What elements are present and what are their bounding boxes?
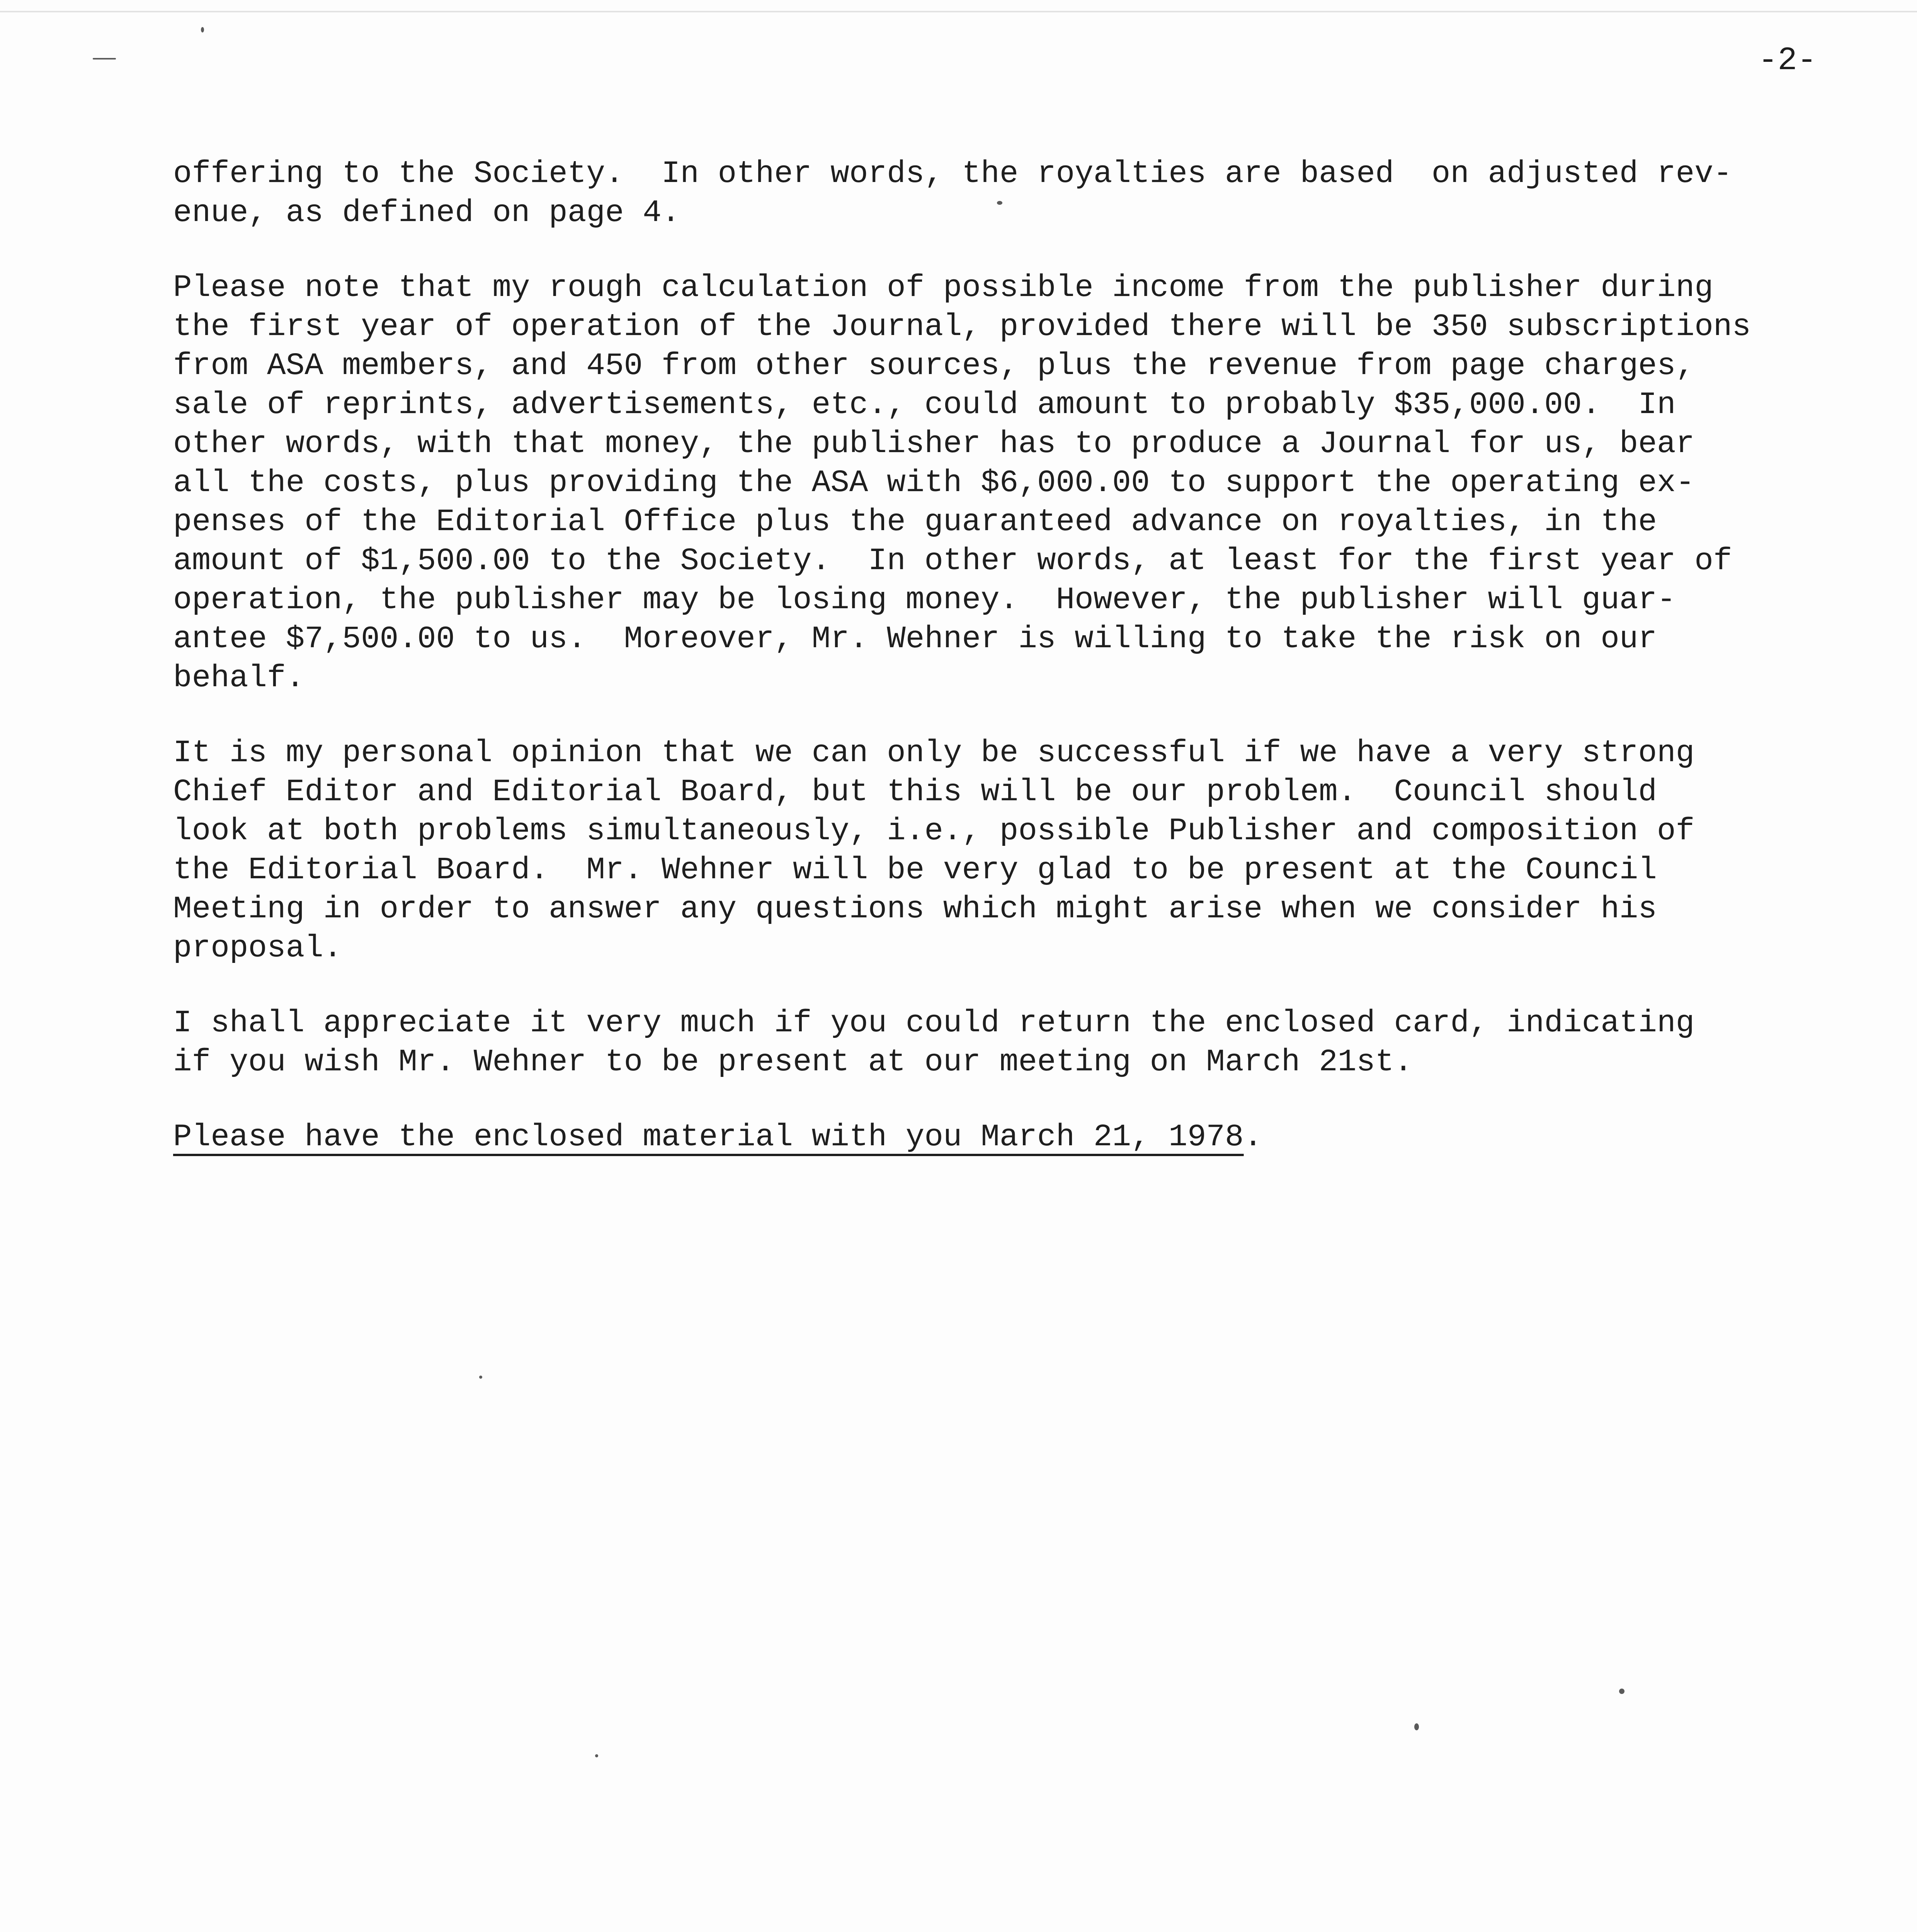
text-line: behalf.	[173, 661, 305, 696]
text-line: proposal.	[173, 931, 342, 966]
closing-note	[173, 1118, 1262, 1157]
text-line: from ASA members, and 450 from other sources, plus the revenue from page charges,	[173, 349, 1695, 384]
paragraph-royalties	[173, 155, 1808, 233]
text-line: look at both problems simultaneously, i.e., possible Publisher and composition of	[173, 814, 1695, 849]
text-line: offering to the Society. In other words, the royalties are based on adjusted rev-	[173, 156, 1732, 192]
text-line: other words, with that money, the publisher has to produce a Journal for us, bear	[173, 427, 1695, 462]
scan-speck	[1619, 1689, 1624, 1694]
text-line: amount of $1,500.00 to the Society. In other words, at least for the first year of	[173, 544, 1732, 579]
paragraph-return-card	[173, 1004, 1808, 1082]
text-line: Please note that my rough calculation of possible income from the publisher during	[173, 270, 1713, 306]
paragraph-editorial-board	[173, 734, 1808, 968]
scan-speck	[201, 27, 204, 32]
paragraph-income-calculation	[173, 269, 1808, 698]
text-line: penses of the Editorial Office plus the guaranteed advance on royalties, in the	[173, 505, 1657, 540]
text-line: I shall appreciate it very much if you could return the enclosed card, indicating	[173, 1006, 1695, 1041]
text-line: the Editorial Board. Mr. Wehner will be very glad to be present at the Council	[173, 853, 1657, 888]
closing-note-period: .	[1243, 1120, 1263, 1155]
text-line: Meeting in order to answer any questions which might arise when we consider his	[173, 892, 1657, 927]
text-line: enue, as defined on page 4.	[173, 196, 680, 231]
scan-speck	[1414, 1723, 1419, 1730]
scan-speck	[595, 1754, 598, 1757]
text-line: sale of reprints, advertisements, etc., could amount to probably $35,000.00. In	[173, 388, 1676, 423]
text-line: antee $7,500.00 to us. Moreover, Mr. Wehner is willing to take the risk on our	[173, 622, 1657, 657]
letter-body	[173, 155, 1808, 1157]
scan-speck	[479, 1376, 482, 1379]
text-line: the first year of operation of the Journal, provided there will be 350 subscriptions	[173, 310, 1751, 345]
text-line: all the costs, plus providing the ASA with $6,000.00 to support the operating ex-	[173, 466, 1695, 501]
text-line: operation, the publisher may be losing money. However, the publisher will guar-	[173, 583, 1676, 618]
scan-edge-artifact	[0, 11, 1917, 12]
text-line: Chief Editor and Editorial Board, but this will be our problem. Council should	[173, 775, 1657, 810]
text-line: if you wish Mr. Wehner to be present at our meeting on March 21st.	[173, 1045, 1413, 1080]
text-line: It is my personal opinion that we can only be successful if we have a very strong	[173, 736, 1695, 771]
page-number: -2-	[1758, 43, 1817, 79]
scan-speck	[93, 58, 116, 60]
closing-note-underlined-text: Please have the enclosed material with you March 21, 1978	[173, 1120, 1244, 1155]
